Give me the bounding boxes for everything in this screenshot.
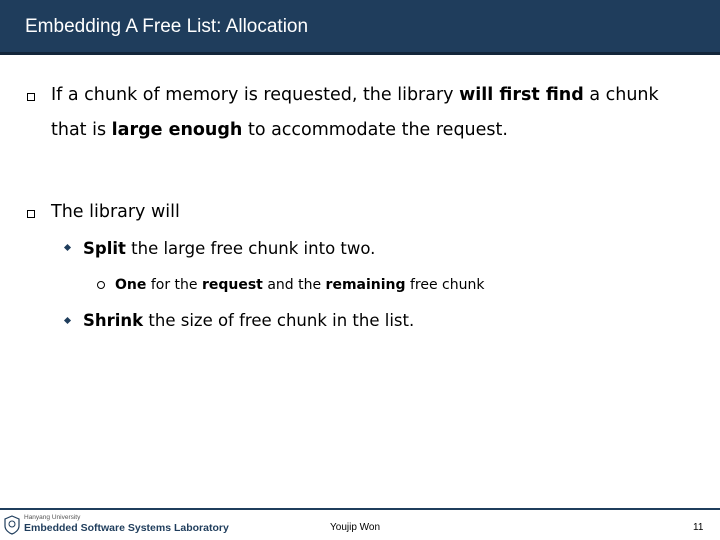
square-bullet-icon <box>27 210 35 218</box>
diamond-bullet-icon <box>64 317 71 324</box>
page-number: 11 <box>693 522 704 533</box>
split-bold: Split <box>83 239 126 258</box>
one-text-b: and the <box>262 277 326 293</box>
lab-logo <box>4 514 229 538</box>
sub-bullet-split <box>83 239 375 258</box>
square-bullet-icon <box>27 93 35 101</box>
title-bar <box>0 0 720 55</box>
bullet-1-text-b: a chunk <box>583 85 659 105</box>
request-bold: request <box>201 277 263 293</box>
one-text-c: free chunk <box>405 277 485 293</box>
lab-name: Embedded Software Systems Laboratory <box>24 522 229 534</box>
bullet-1-text-a: If a chunk of memory is requested, the library <box>51 85 460 105</box>
shrink-bold: Shrink <box>83 311 144 330</box>
title-bar-strip <box>0 52 720 55</box>
bullet-1-bold-a: will first find <box>459 85 584 105</box>
bullet-1-line-1 <box>51 85 659 105</box>
slide-title: Embedding A Free List: Allocation <box>25 16 309 37</box>
remaining-bold: remaining <box>325 277 406 293</box>
sub-sub-bullet-one <box>115 277 484 293</box>
shrink-text: the size of free chunk in the list. <box>143 311 415 330</box>
bullet-1-text-c: that is <box>51 120 112 140</box>
footer-author: Youjip Won <box>330 522 381 533</box>
one-text-a: for the <box>146 277 202 293</box>
diamond-bullet-icon <box>64 244 71 251</box>
bullet-1-bold-b: large enough <box>111 120 243 140</box>
sub-bullet-shrink <box>83 311 414 330</box>
university-emblem-icon <box>4 515 20 535</box>
bullet-1-text-d: to accommodate the request. <box>242 120 508 140</box>
university-name: Hanyang University <box>24 514 81 521</box>
footer-divider <box>0 508 720 510</box>
one-bold: One <box>115 277 147 293</box>
circle-bullet-icon <box>97 281 105 289</box>
bullet-1-line-2 <box>51 120 508 140</box>
bullet-2-text: The library will <box>51 202 180 222</box>
split-text: the large free chunk into two. <box>125 239 376 258</box>
